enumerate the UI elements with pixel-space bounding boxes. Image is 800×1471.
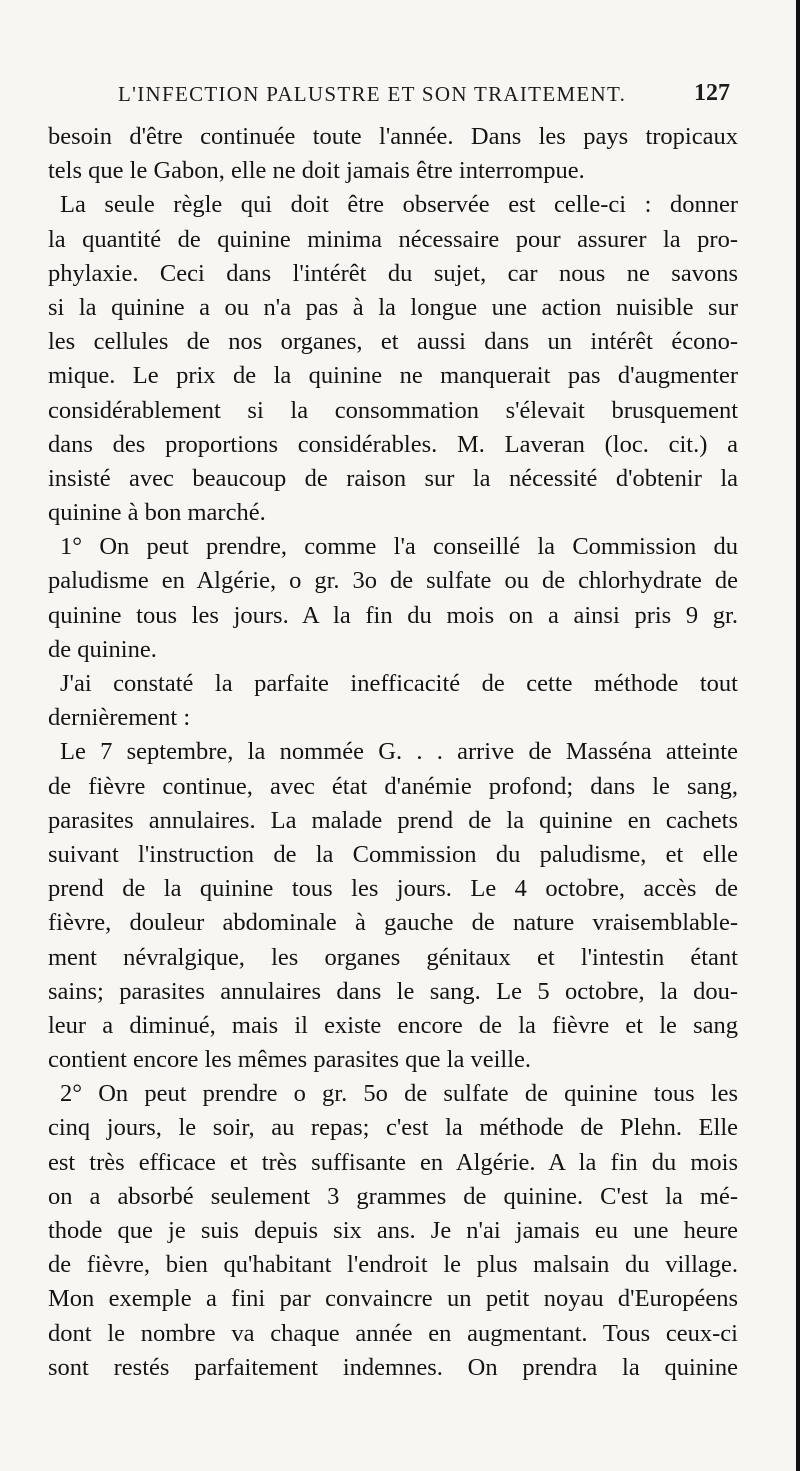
text-line: cinq jours, le soir, au repas; c'est la méthode de Plehn. Elle (48, 1114, 738, 1142)
text-line: thode que je suis depuis six ans. Je n'ai jamais eu une heure (48, 1217, 738, 1244)
text-line: 1° On peut prendre, comme l'a conseillé la Commission du (60, 533, 738, 561)
text-line: de fièvre, bien qu'habitant l'endroit le plus malsain du village. (48, 1251, 738, 1279)
page-header (118, 82, 730, 112)
text-line: sains; parasites annulaires dans le sang. Le 5 octobre, la dou- (48, 977, 738, 1005)
text-line: ment névralgique, les organes génitaux et l'intestin étant (48, 943, 738, 971)
text-line: tels que le Gabon, elle ne doit jamais être interrompue. (48, 157, 585, 185)
text-line: on a absorbé seulement 3 grammes de quinine. C'est la mé- (48, 1182, 738, 1210)
text-line: La seule règle qui doit être observée est celle-ci : donner (60, 191, 738, 219)
text-line: dont le nombre va chaque année en augmentant. Tous ceux-ci (48, 1319, 738, 1347)
page-number: 127 (694, 80, 730, 106)
text-line: prend de la quinine tous les jours. Le 4 octobre, accès de (48, 875, 738, 903)
text-line: sont restés parfaitement indemnes. On prendra la quinine (48, 1353, 738, 1381)
text-line: si la quinine a ou n'a pas à la longue une action nuisible sur (48, 293, 738, 321)
text-line: les cellules de nos organes, et aussi dans un intérêt écono- (48, 328, 738, 356)
text-line: quinine tous les jours. A la fin du mois on a ainsi pris 9 gr. (48, 601, 738, 629)
text-line: 2° On peut prendre o gr. 5o de sulfate de quinine tous les (60, 1080, 738, 1108)
text-line: J'ai constaté la parfaite inefficacité de cette méthode tout (60, 670, 738, 697)
text-line: fièvre, douleur abdominale à gauche de nature vraisemblable- (48, 909, 738, 937)
text-line: la quantité de quinine minima nécessaire pour assurer la pro- (48, 225, 738, 253)
text-line: quinine à bon marché. (48, 499, 266, 527)
text-line: Mon exemple a fini par convaincre un petit noyau d'Européens (48, 1285, 738, 1313)
text-line: leur a diminué, mais il existe encore de la fièvre et le sang (48, 1011, 738, 1039)
text-line: dans des proportions considérables. M. Laveran (loc. cit.) a (48, 430, 738, 458)
text-line: insisté avec beaucoup de raison sur la nécessité d'obtenir la (48, 464, 738, 492)
text-line: parasites annulaires. La malade prend de la quinine en cachets (48, 806, 738, 834)
text-line: besoin d'être continuée toute l'année. Dans les pays tropicaux (48, 123, 738, 150)
running-title: L'INFECTION PALUSTRE ET SON TRAITEMENT. (118, 82, 627, 106)
text-line: considérablement si la consommation s'élevait brusquement (48, 396, 738, 424)
text-line: dernièrement : (48, 704, 191, 732)
text-line: est très efficace et très suffisante en Algérie. A la fin du mois (48, 1148, 738, 1176)
text-line: contient encore les mêmes parasites que la veille. (48, 1046, 532, 1074)
text-line: de quinine. (48, 635, 157, 663)
scan-edge (796, 0, 800, 1471)
text-line: de fièvre continue, avec état d'anémie profond; dans le sang, (48, 772, 738, 800)
text-line: paludisme en Algérie, o gr. 3o de sulfate ou de chlorhydrate de (48, 567, 738, 595)
body-text (48, 120, 738, 1385)
text-line: mique. Le prix de la quinine ne manquerait pas d'augmenter (48, 362, 738, 390)
text-line: suivant l'instruction de la Commission du paludisme, et elle (48, 840, 738, 868)
text-line: Le 7 septembre, la nommée G. . . arrive de Masséna atteinte (60, 738, 738, 766)
text-line: phylaxie. Ceci dans l'intérêt du sujet, car nous ne savons (48, 259, 738, 287)
